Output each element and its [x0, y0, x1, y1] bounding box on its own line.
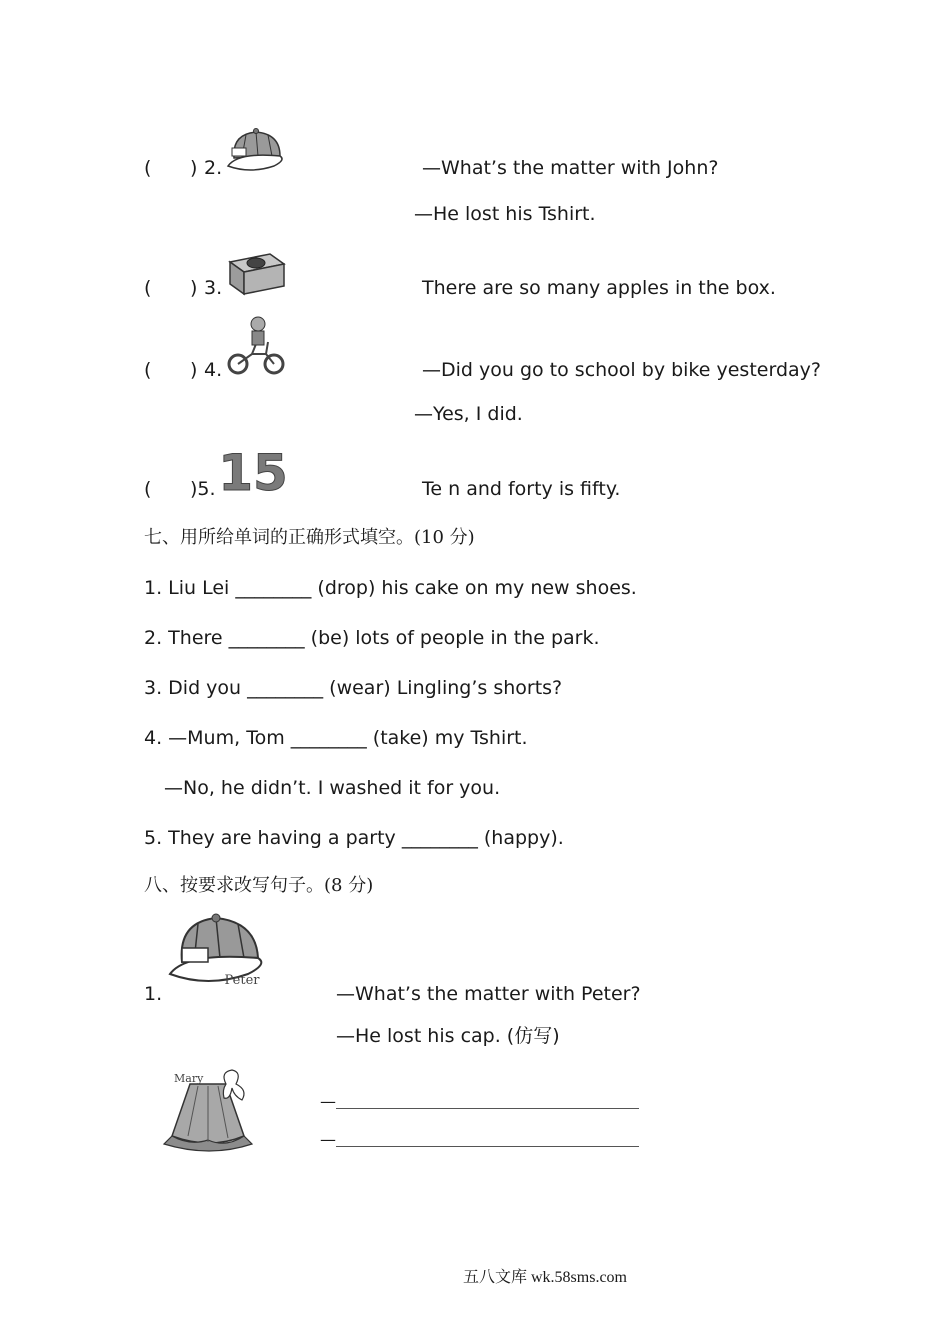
answer-paren-close: )5.: [190, 478, 216, 500]
boy-on-bike-image: [226, 314, 286, 376]
cap-image: [224, 122, 288, 174]
sentence: Te n and forty is fifty.: [422, 478, 621, 500]
sentence: There are so many apples in the box.: [422, 277, 776, 299]
answer-paren-open: (: [144, 157, 152, 179]
answer-paren-close: ): [190, 277, 198, 299]
question-number: 2.: [204, 157, 223, 179]
blank-dash: —: [320, 1130, 336, 1149]
peter-cap-image: [164, 912, 268, 992]
dialogue-line: —What’s the matter with Peter?: [336, 983, 641, 1005]
answer-line[interactable]: [336, 1146, 639, 1147]
mary-label: Mary: [174, 1072, 204, 1085]
answer-paren-close: ): [190, 157, 198, 179]
question-number: 1.: [144, 983, 163, 1005]
number-fifteen-text: 15: [218, 444, 288, 502]
blank-dash: —: [320, 1092, 336, 1111]
dialogue-line: —What’s the matter with John?: [422, 157, 719, 179]
dialogue-line: —He lost his Tshirt.: [414, 203, 596, 225]
fill-blank-item: 4. —Mum, Tom ________ (take) my Tshirt.: [144, 727, 528, 749]
peter-label: Peter: [224, 973, 260, 988]
fill-blank-item: 5. They are having a party ________ (happy).: [144, 827, 564, 849]
question-number: 3.: [204, 277, 223, 299]
footer-watermark: 五八文库 wk.58sms.com: [463, 1269, 628, 1286]
answer-paren-open: (: [144, 478, 152, 500]
fill-blank-item: 2. There ________ (be) lots of people in the park.: [144, 627, 600, 649]
answer-paren-open: (: [144, 277, 152, 299]
dialogue-line: —He lost his cap. (仿写): [336, 1025, 560, 1047]
fill-blank-item: 1. Liu Lei ________ (drop) his cake on my new shoes.: [144, 577, 637, 599]
fill-blank-item: 3. Did you ________ (wear) Lingling’s shorts?: [144, 677, 563, 699]
answer-paren-open: (: [144, 359, 152, 381]
question-number: 4.: [204, 359, 223, 381]
answer-line[interactable]: [336, 1108, 639, 1109]
fill-blank-item: —No, he didn’t. I washed it for you.: [164, 777, 501, 799]
mary-skirt-image: [160, 1066, 260, 1154]
dialogue-line: —Did you go to school by bike yesterday?: [422, 359, 821, 381]
number-fifteen-image: [218, 442, 288, 502]
section-heading: 七、用所给单词的正确形式填空。(10 分): [144, 527, 475, 548]
apple-box-image: [226, 250, 288, 296]
answer-paren-close: ): [190, 359, 198, 381]
section-heading: 八、按要求改写句子。(8 分): [144, 875, 374, 896]
dialogue-line: —Yes, I did.: [414, 403, 523, 425]
